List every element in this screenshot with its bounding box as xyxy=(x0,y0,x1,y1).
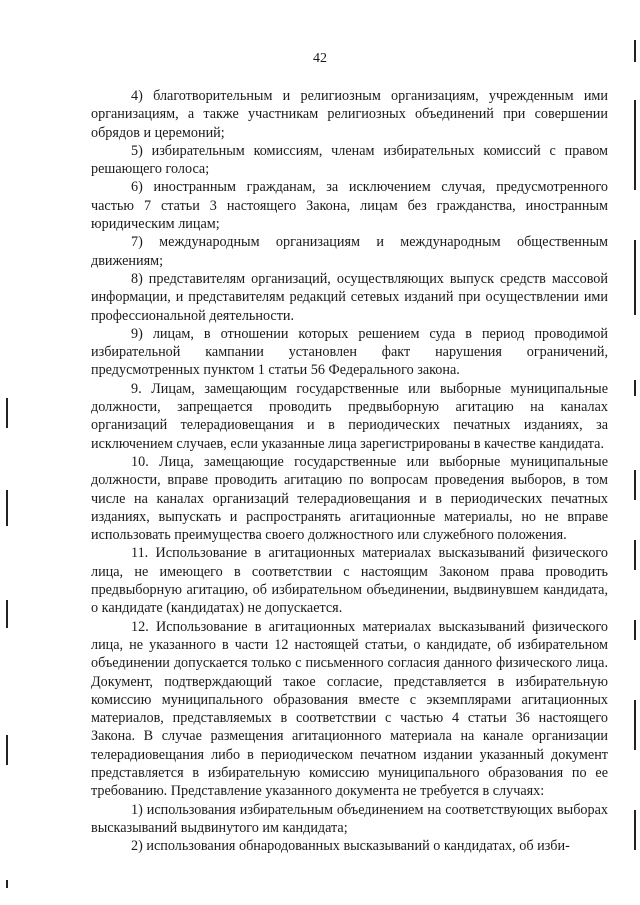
scan-edge-mark xyxy=(634,380,636,396)
scan-edge-mark xyxy=(634,40,636,62)
scan-edge-mark xyxy=(634,100,636,190)
scan-edge-mark xyxy=(6,398,8,428)
scan-edge-mark xyxy=(634,540,636,570)
paragraph-part-11: 11. Использование в агитационных материалах высказываний физического лица, не имеющего в соответствии с настоящим Законом права проводить предвыборную агитацию, об избирательном объединении, выдвинувшем кандидата, о кандидате (кандидатах) не допускается. xyxy=(91,545,608,617)
document-body xyxy=(91,87,608,855)
paragraph-part-12: 12. Использование в агитационных материалах высказываний физического лица, не указанного в части 12 настоящей статьи, о кандидате, об избирательном объединении допускается только с письменного согласия данного физического лица. Документ, подтверждающий такое согласие, представляется в избирательную комиссию муниципального образования вместе с экземплярами агитационных материалов, представляемых в соответствии с частью 4 статьи 36 настоящего Закона. В случае размещения агитационного материала на канале организации телерадиовещания либо в периодическом печатном издании указанный документ представляется в избирательную комиссию муниципального образования по ее требованию. Представление указанного документа не требуется в случаях: xyxy=(91,618,608,800)
paragraph-subitem-1: 1) использования избирательным объединением на соответствующих выборах высказываний выдвинутого им кандидата; xyxy=(91,801,608,836)
paragraph-subitem-2: 2) использования обнародованных высказываний о кандидатах, об изби- xyxy=(131,838,570,855)
scan-edge-mark xyxy=(6,735,8,765)
scan-edge-mark xyxy=(6,880,8,888)
paragraph-part-10: 10. Лица, замещающие государственные или выборные муниципальные должности, вправе проводить агитацию по вопросам проведения выборов, в том числе на каналах организаций телерадиовещания и в периодических печатных изданиях, выпускать и распространять агитационные материалы, но не вправе использовать преимущества своего должностного или служебного положения. xyxy=(91,453,608,544)
page-number: 42 xyxy=(313,51,327,66)
scan-edge-mark xyxy=(6,600,8,628)
scan-edge-mark xyxy=(634,810,636,850)
paragraph-item-9: 9) лицам, в отношении которых решением суда в период проводимой избирательной кампании установлен факт нарушения ограничений, предусмотренных пунктом 1 статьи 56 Федерального закона. xyxy=(91,325,608,379)
scan-edge-mark xyxy=(634,240,636,315)
scan-edge-mark xyxy=(634,700,636,750)
scan-edge-mark xyxy=(634,620,636,640)
paragraph-item-6: 6) иностранным гражданам, за исключением случая, предусмотренного частью 7 статьи 3 настоящего Закона, лицам без гражданства, иностранным юридическим лицам; xyxy=(91,179,608,233)
paragraph-item-7: 7) международным организациям и международным общественным движениям; xyxy=(91,234,608,269)
paragraph-part-9: 9. Лицам, замещающим государственные или выборные муниципальные должности, запрещается проводить предвыборную агитацию на каналах организаций телерадиовещания и в периодических печатных изданиях, за исключением случаев, если указанные лица зарегистрированы в качестве кандидата. xyxy=(91,380,608,452)
scan-edge-mark xyxy=(634,470,636,500)
paragraph-item-8: 8) представителям организаций, осуществляющих выпуск средств массовой информации, и представителям редакций сетевых изданий при осуществлении ими профессиональной деятельности. xyxy=(91,270,608,324)
paragraph-item-5: 5) избирательным комиссиям, членам избирательных комиссий с правом решающего голоса; xyxy=(91,142,608,178)
scan-edge-mark xyxy=(6,490,8,526)
paragraph-item-4: 4) благотворительным и религиозным организациям, учрежденным ими организациям, а также участникам религиозных объединений при совершении обрядов и церемоний; xyxy=(91,88,608,141)
